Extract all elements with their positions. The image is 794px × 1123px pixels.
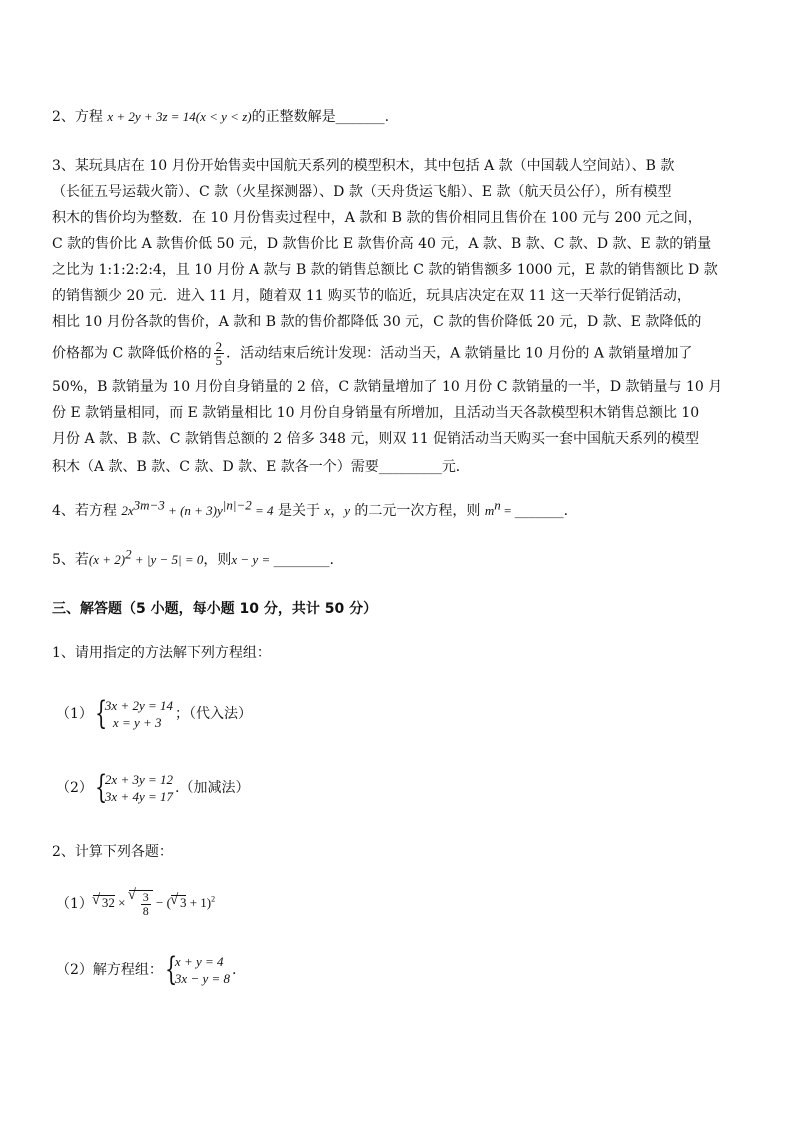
q4-end: . [563, 503, 569, 519]
p1-sub2-label: （2） [56, 780, 93, 796]
q4-target-exp: n [494, 497, 501, 513]
q3-line8-suffix: ．活动结束后统计发现：活动当天，A 款销量比 10 月份的 A 款销量增加了 [226, 345, 693, 362]
q3-line-2: （长征五号运载火箭）、C 款（火星探测器）、D 款（天舟货运飞船）、E 款（航天员公仔），所有模型 [52, 184, 672, 200]
p1-sub2-method: .（加减法） [175, 780, 250, 796]
q3-line-12 [52, 458, 470, 476]
q2-answer-blank[interactable]: _______ [335, 109, 385, 125]
p2-sqrt-32: √ 32 [93, 895, 115, 910]
q3-line-11: 月份 A 款、B 款、C 款销售总额的 2 倍多 348 元，则双 11 促销活动当天购买一套中国航天系列的模型 [52, 431, 700, 447]
p2-plus: + 1) [186, 895, 212, 911]
p2-sub1-expression [93, 890, 216, 918]
section-3-heading: 三、解答题（5 小题，每小题 10 分，共计 50 分） [52, 601, 378, 617]
q3-line-8 [52, 340, 692, 367]
p1-sub2-system [94, 768, 174, 806]
brace-icon: { [94, 694, 108, 732]
p2-sqrt-3: √ 3 [171, 895, 187, 910]
q5-end: . [329, 552, 334, 568]
q3-line-6: 的销售额少 20 元．进入 11 月，随着双 11 购买节的临近，玩具店决定在双 11 这一天举行促销活动， [52, 288, 691, 304]
p2-sub1 [56, 890, 215, 920]
q3-line-10: 份 E 款销量相同，而 E 款销量相比 10 月份自身销量有所增加，且活动当天各款模型积木销售总额比 10 [52, 405, 700, 421]
q4-eq: = [500, 503, 515, 518]
p2-sub2-end: . [232, 962, 237, 978]
q4-suffix: 的二元一次方程，则 [349, 503, 485, 519]
q4-target: m [484, 503, 495, 518]
q5-exp: 2 [125, 546, 132, 562]
q4-exp-b: |n|−2 [222, 497, 252, 513]
q3-frac-denominator: 5 [215, 353, 223, 368]
q2-condition: (x < y < z) [195, 109, 252, 124]
p2-sub1-label: （1） [56, 896, 93, 912]
p1-title: 1、请用指定的方法解下列方程组： [52, 645, 271, 661]
q5-term: (x + 2) [88, 552, 126, 567]
q4-term-a: 2x [121, 503, 134, 518]
p1-sub1-system [94, 694, 174, 732]
q2-prefix: 2、方程 [52, 109, 108, 125]
q4-answer-blank[interactable]: _______ [514, 503, 564, 519]
p1-sub1-eq1: 3x + 2y = 14 [104, 698, 174, 713]
question-2 [52, 108, 389, 126]
q4-prefix: 4、若方程 [52, 503, 122, 519]
q5-answer-blank[interactable]: ________ [273, 552, 330, 568]
q4-middle: 是关于 [273, 503, 325, 519]
q3-fraction [214, 340, 225, 367]
q3-frac-numerator: 2 [215, 339, 223, 354]
q4-term-c: = 4 [251, 503, 274, 518]
p2-sub2-eq1: x + y = 4 [174, 954, 224, 969]
p2-frac-numerator: √ 3 [142, 890, 149, 904]
p2-sub2 [56, 950, 237, 993]
p2-sub2-label: （2）解方程组： [56, 962, 163, 978]
q4-exp-a: 3m−3 [133, 497, 165, 513]
q5-term-rest: + |y − 5| = 0 [131, 552, 204, 567]
p2-sub2-eq2: 3x − y = 8 [174, 971, 231, 986]
q3-line-5: 之比为 1:1:2:2:4，且 10 月份 A 款与 B 款的销售总额比 C 款的销售额多 1000 元，E 款的销售额比 D 款 [52, 262, 718, 278]
p1-sub1-label: （1） [56, 706, 93, 722]
q3-line-7: 相比 10 月份各款的售价，A 款和 B 款的售价都降低 30 元，C 款的售价降低 20 元，D 款、E 款降低的 [52, 314, 702, 330]
brace-icon: { [164, 950, 178, 988]
q3-answer-blank[interactable]: _________ [378, 459, 442, 475]
brace-icon: { [94, 768, 108, 806]
q4-var-y: y [344, 503, 350, 518]
p2-title: 2、计算下列各题： [52, 844, 173, 860]
q5-prefix: 5、若 [52, 552, 89, 568]
p1-sub1 [56, 694, 253, 737]
q5-target: x − y = [231, 552, 274, 567]
p2-sub2-system [164, 950, 231, 988]
p1-sub2-eq1: 2x + 3y = 12 [104, 772, 174, 787]
q2-suffix: 的正整数解是 [251, 109, 336, 125]
q3-unit: 元． [441, 459, 470, 475]
question-5 [52, 546, 334, 569]
p1-sub2 [56, 768, 250, 811]
p2-sqrt-fraction [129, 890, 153, 918]
p1-sub1-method: ；（代入法） [175, 706, 253, 722]
p1-sub2-eq2: 3x + 4y = 17 [104, 789, 174, 804]
q2-equation: x + 2y + 3z = 14 [107, 109, 196, 124]
q3-line-1: 3、某玩具店在 10 月份开始售卖中国航天系列的模型积木，其中包括 A 款（中国载人空间站）、B 款 [52, 158, 675, 174]
q3-line-9: 50%，B 款销量为 10 月份自身销量的 2 倍，C 款销量增加了 10 月份 C 款销量的一半，D 款销量与 10 月 [52, 379, 723, 395]
p1-sub1-eq2: x = y + 3 [112, 715, 162, 730]
q3-last-line: 积木（A 款、B 款、C 款、D 款、E 款各一个）需要 [52, 459, 379, 475]
q4-var-x: x [324, 503, 331, 518]
q4-term-b: + (n + 3)y [164, 503, 223, 518]
p2-fraction [141, 891, 151, 918]
p2-exp: 2 [211, 895, 216, 905]
p2-frac-denominator: 8 [142, 904, 149, 918]
q4-sep: ， [330, 503, 345, 519]
q3-line-3: 积木的售价均为整数．在 10 月份售卖过程中，A 款和 B 款的售价相同且售价在 100 元与 200 元之间， [52, 210, 702, 226]
p2-times: × [114, 895, 129, 911]
q5-middle: ，则 [203, 552, 232, 568]
question-4 [52, 497, 569, 520]
p2-minus: − ( [152, 895, 171, 911]
q2-end: . [384, 109, 390, 125]
q3-line-4: C 款的售价比 A 款售价低 50 元，D 款售价比 E 款售价高 40 元，A 款、B 款、C 款、D 款、E 款的销量 [52, 236, 712, 252]
q3-line8-prefix: 价格都为 C 款降低价格的 [52, 345, 212, 362]
